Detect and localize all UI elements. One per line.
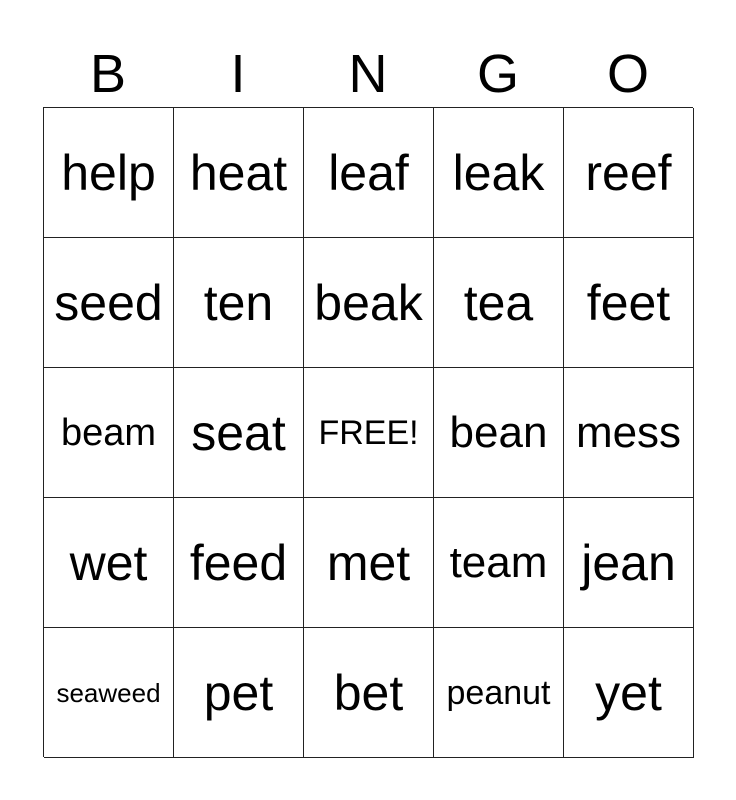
bingo-cell: heat — [174, 108, 304, 238]
free-space-cell: FREE! — [304, 368, 434, 498]
bingo-cell: leaf — [304, 108, 434, 238]
bingo-cell: leak — [434, 108, 564, 238]
bingo-cell: bet — [304, 628, 434, 758]
header-letter-n: N — [348, 44, 388, 104]
bingo-cell: yet — [564, 628, 694, 758]
bingo-cell: bean — [434, 368, 564, 498]
bingo-cell: pet — [174, 628, 304, 758]
bingo-cell: feet — [564, 238, 694, 368]
bingo-cell: wet — [44, 498, 174, 628]
header-letter-o: O — [606, 44, 649, 104]
bingo-grid — [43, 107, 693, 757]
bingo-cell: met — [304, 498, 434, 628]
header-letter-i: I — [230, 44, 246, 104]
header-letter-b: B — [89, 44, 127, 104]
bingo-cell: jean — [564, 498, 694, 628]
bingo-cell: peanut — [434, 628, 564, 758]
bingo-cell: seaweed — [44, 628, 174, 758]
bingo-cell: tea — [434, 238, 564, 368]
bingo-cell: help — [44, 108, 174, 238]
bingo-cell: ten — [174, 238, 304, 368]
bingo-cell: beak — [304, 238, 434, 368]
bingo-cell: reef — [564, 108, 694, 238]
bingo-header — [43, 40, 693, 108]
bingo-cell: beam — [44, 368, 174, 498]
bingo-cell: seat — [174, 368, 304, 498]
bingo-cell: mess — [564, 368, 694, 498]
bingo-cell: seed — [44, 238, 174, 368]
bingo-cell: feed — [174, 498, 304, 628]
header-letter-g: G — [476, 44, 519, 104]
bingo-cell: team — [434, 498, 564, 628]
